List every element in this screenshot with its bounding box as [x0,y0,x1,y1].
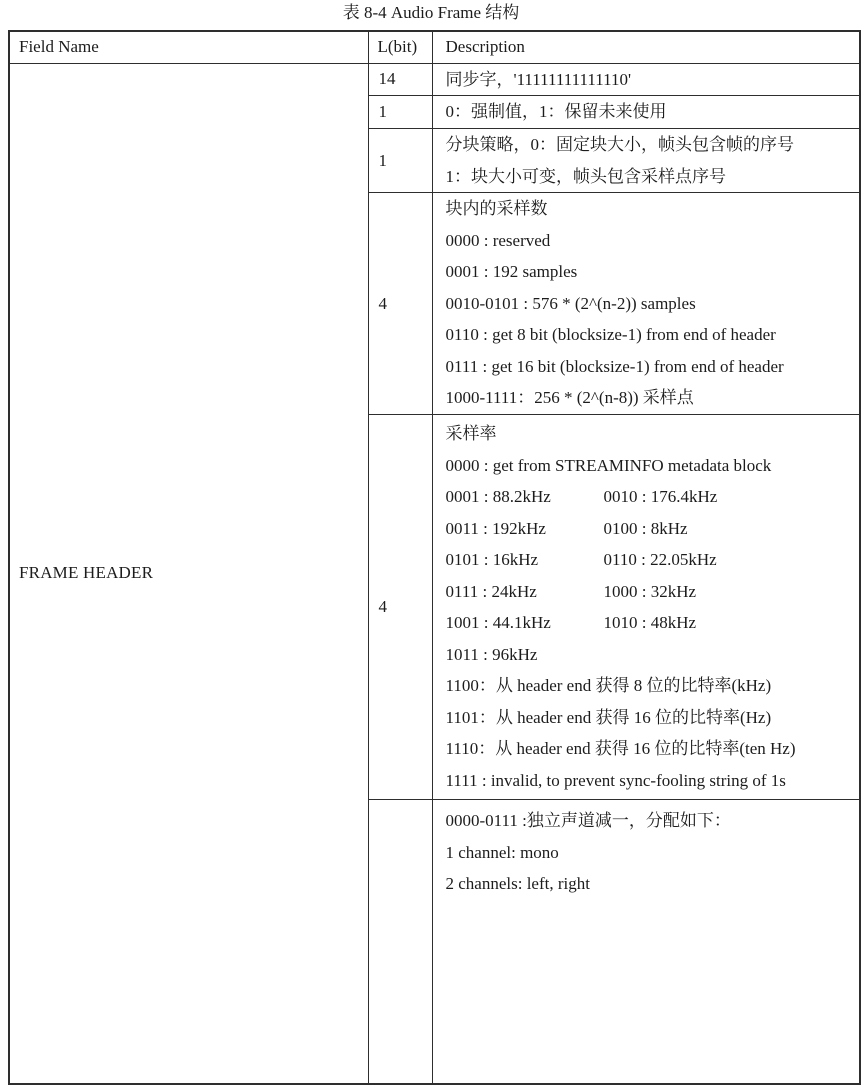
description-line: 1000-1111：256 * (2^(n-8)) 采样点 [445,388,694,408]
description-line: 1111 : invalid, to prevent sync-fooling string of 1s [445,770,786,790]
description-line [446,513,847,545]
description-line: 2 channels: left, right [445,874,590,893]
table-row-sync-word [9,63,860,96]
description-line-left: 1001 : 44.1kHz [445,613,551,632]
description-line-left: 0001 : 88.2kHz [445,487,551,506]
description-line: 0000 : reserved [445,230,551,250]
description-line: 采样率 [445,424,497,443]
table-caption: 表 8-4 Audio Frame 结构 [342,3,520,22]
column-header-l-bit: L(bit) [368,31,432,63]
header-row [9,31,860,63]
bit-length-cell: 14 [368,63,432,96]
description-line: 1：块大小可变，帧头包含采样点序号 [445,166,726,186]
description-line: 0010-0101 : 576 * (2^(n-2)) samples [445,293,696,313]
description-line: 0110 : get 8 bit (blocksize-1) from end of header [445,325,776,345]
description-line: 1100：从 header end 获得 8 位的比特率(kHz) [445,676,772,695]
description-cell [432,415,860,800]
description-cell [432,193,860,415]
description-line [446,607,847,639]
description-line: 1101：从 header end 获得 16 位的比特率(Hz) [445,707,772,727]
description-line: 同步字，'11111111111110' [445,69,632,89]
field-name-cell: FRAME HEADER [9,63,368,1084]
bit-length-cell: 1 [368,96,432,129]
audio-frame-table [8,30,861,1085]
description-line: 块内的采样数 [445,199,548,219]
description-line: 0000-0111 :独立声道减一，分配如下： [445,811,731,830]
description-line: 0：强制值，1：保留未来使用 [445,102,667,122]
description-cell [432,63,860,96]
description-cell [432,800,860,1084]
description-line-right: 1000 : 32kHz [603,581,697,601]
description-line: 分块策略，0：固定块大小，帧头包含帧的序号 [445,135,794,154]
bit-length-cell: 4 [368,415,432,800]
description-line: 1110：从 header end 获得 16 位的比特率(ten Hz) [445,739,796,758]
description-line: 1011 : 96kHz [445,644,538,664]
description-line-right: 1010 : 48kHz [603,613,697,632]
description-line: 0111 : get 16 bit (blocksize-1) from end of header [445,356,784,376]
description-line [446,481,847,513]
description-line: 0000 : get from STREAMINFO metadata block [445,455,772,475]
description-cell [432,129,860,193]
description-line: 0001 : 192 samples [445,262,578,282]
description-line [446,576,847,608]
description-line-left: 0111 : 24kHz [445,581,537,601]
description-line-right: 0110 : 22.05kHz [603,550,717,569]
description-line-right: 0010 : 176.4kHz [603,487,718,506]
bit-length-cell: 4 [368,193,432,415]
column-header-description: Description [432,31,860,63]
description-line-left: 0011 : 192kHz [445,518,546,538]
description-line [446,544,847,576]
column-header-field-name: Field Name [9,31,368,63]
description-line-left: 0101 : 16kHz [445,550,539,569]
description-cell [432,96,860,129]
bit-length-cell [368,800,432,1084]
description-line: 1 channel: mono [445,842,559,862]
bit-length-cell: 1 [368,129,432,193]
description-line-right: 0100 : 8kHz [603,518,688,538]
